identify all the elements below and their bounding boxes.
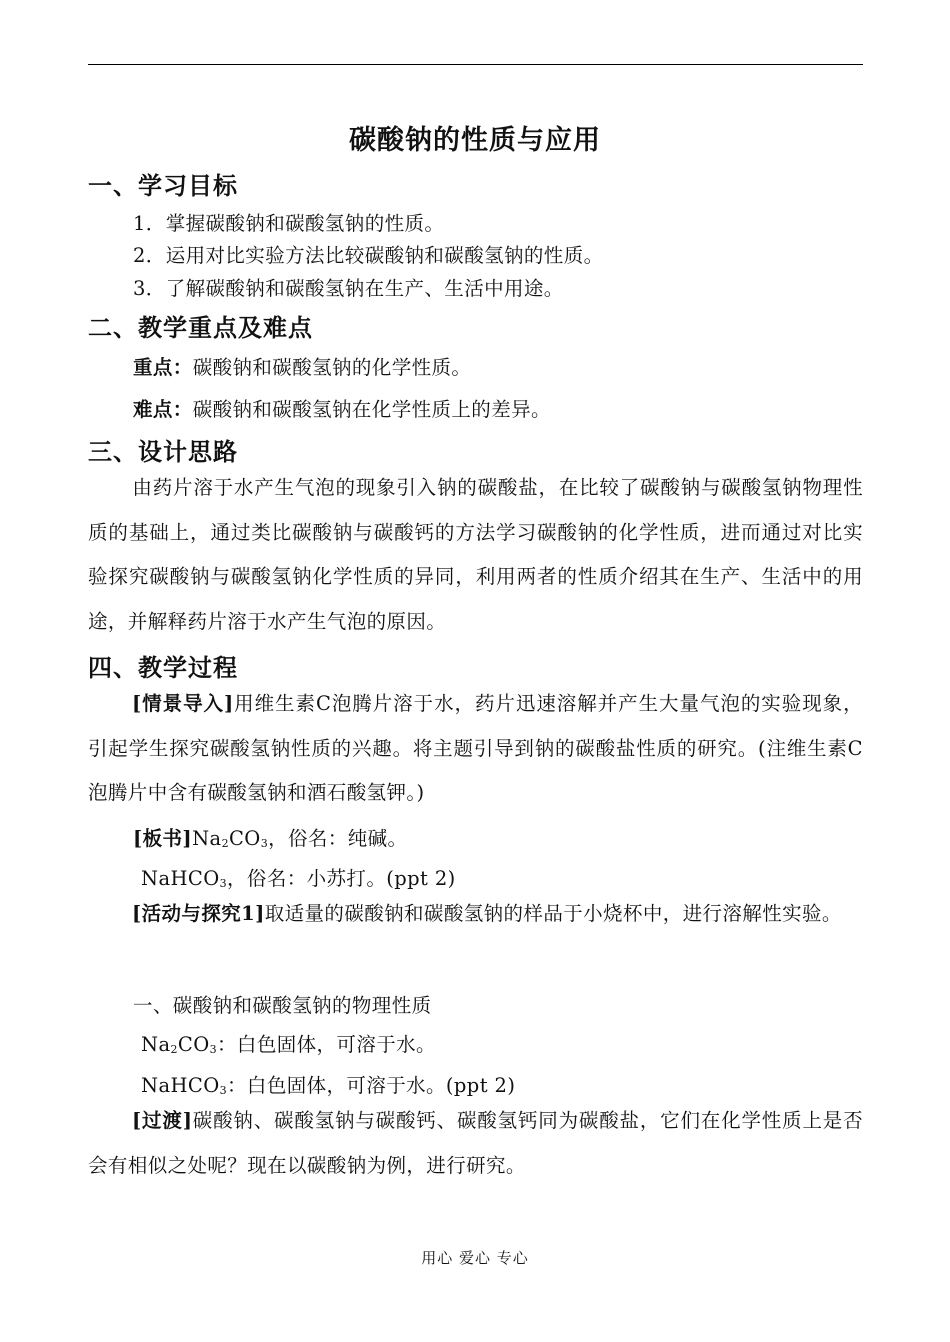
design-text: 由药片溶于水产生气泡的现象引入钠的碳酸盐，在比较了碳酸钠与碳酸氢钠物理性质的基础上，通过类比碳酸钠与碳酸钙的方法学习碳酸钠的化学性质，进而通过对比实验探究碳酸钠与碳酸氢钠化学性质的异同，利用两者的性质介绍其在生产、生活中的用途，并解释药片溶于水产生气泡的原因。 xyxy=(88,476,863,634)
difficulty-label: 难点： xyxy=(133,398,193,421)
formula-nahco3: NaHCO$_3$ xyxy=(141,1074,228,1097)
objective-item-2: 2．运用对比实验方法比较碳酸钠和碳酸氢钠的性质。 xyxy=(133,244,604,267)
formula-na2co3: $Na_2CO_3$ xyxy=(192,827,269,850)
activity-paragraph xyxy=(88,892,863,937)
physical-properties-heading: 一、碳酸钠和碳酸氢钠的物理性质 xyxy=(133,994,432,1017)
section-heading-process: 四、教学过程 xyxy=(88,653,238,682)
page-footer: 用心 爱心 专心 xyxy=(421,1249,529,1267)
design-paragraph xyxy=(88,466,863,645)
document-title: 碳酸钠的性质与应用 xyxy=(349,125,601,156)
board-line-1-text: ，俗名：纯碱。 xyxy=(268,827,408,850)
key-point-label: 重点： xyxy=(133,356,193,379)
section-heading-design: 三、设计思路 xyxy=(88,437,238,466)
difficulty-line xyxy=(133,394,551,422)
transition-label: [过渡] xyxy=(132,1109,193,1132)
formula-nahco3: NaHCO$_3$ xyxy=(141,867,228,890)
key-point-text: 碳酸钠和碳酸氢钠的化学性质。 xyxy=(192,356,472,379)
activity-text: 取适量的碳酸钠和碳酸氢钠的样品于小烧杯中，进行溶解性实验。 xyxy=(264,902,842,925)
difficulty-text: 碳酸钠和碳酸氢钠在化学性质上的差异。 xyxy=(192,398,551,421)
board-line-1 xyxy=(133,823,407,851)
intro-paragraph xyxy=(88,682,863,816)
key-point-line xyxy=(133,352,471,380)
transition-text: 碳酸钠、碳酸氢钠与碳酸钙、碳酸氢钙同为碳酸盐，它们在化学性质上是否会有相似之处呢？现在以碳酸钠为例，进行研究。 xyxy=(88,1109,863,1177)
section-heading-objectives: 一、学习目标 xyxy=(88,171,238,200)
intro-label: [情景导入] xyxy=(132,692,234,715)
activity-label: [活动与探究1] xyxy=(132,902,265,925)
objective-item-3: 3．了解碳酸钠和碳酸氢钠在生产、生活中用途。 xyxy=(133,277,564,300)
objective-item-1: 1．掌握碳酸钠和碳酸氢钠的性质。 xyxy=(133,212,445,235)
board-label: [板书] xyxy=(133,827,193,850)
physical-property-na2co3: $Na_2CO_3$：白色固体，可溶于水。 xyxy=(141,1033,436,1056)
board-line-2-text: ，俗名：小苏打。(ppt 2) xyxy=(227,867,456,890)
intro-text: 用维生素C泡腾片溶于水，药片迅速溶解并产生大量气泡的实验现象，引起学生探究碳酸氢钠性质的兴趣。将主题引导到钠的碳酸盐性质的研究。(注维生素C泡腾片中含有碳酸氢钠和酒石酸氢钾。) xyxy=(88,692,863,805)
header-rule xyxy=(88,64,863,65)
physical-property-nahco3: NaHCO$_3$：白色固体，可溶于水。(ppt 2) xyxy=(141,1074,516,1097)
section-heading-key-points: 二、教学重点及难点 xyxy=(88,313,313,342)
formula-na2co3: $Na_2CO_3$ xyxy=(141,1033,218,1056)
transition-paragraph xyxy=(88,1099,863,1188)
board-line-2 xyxy=(141,863,456,891)
